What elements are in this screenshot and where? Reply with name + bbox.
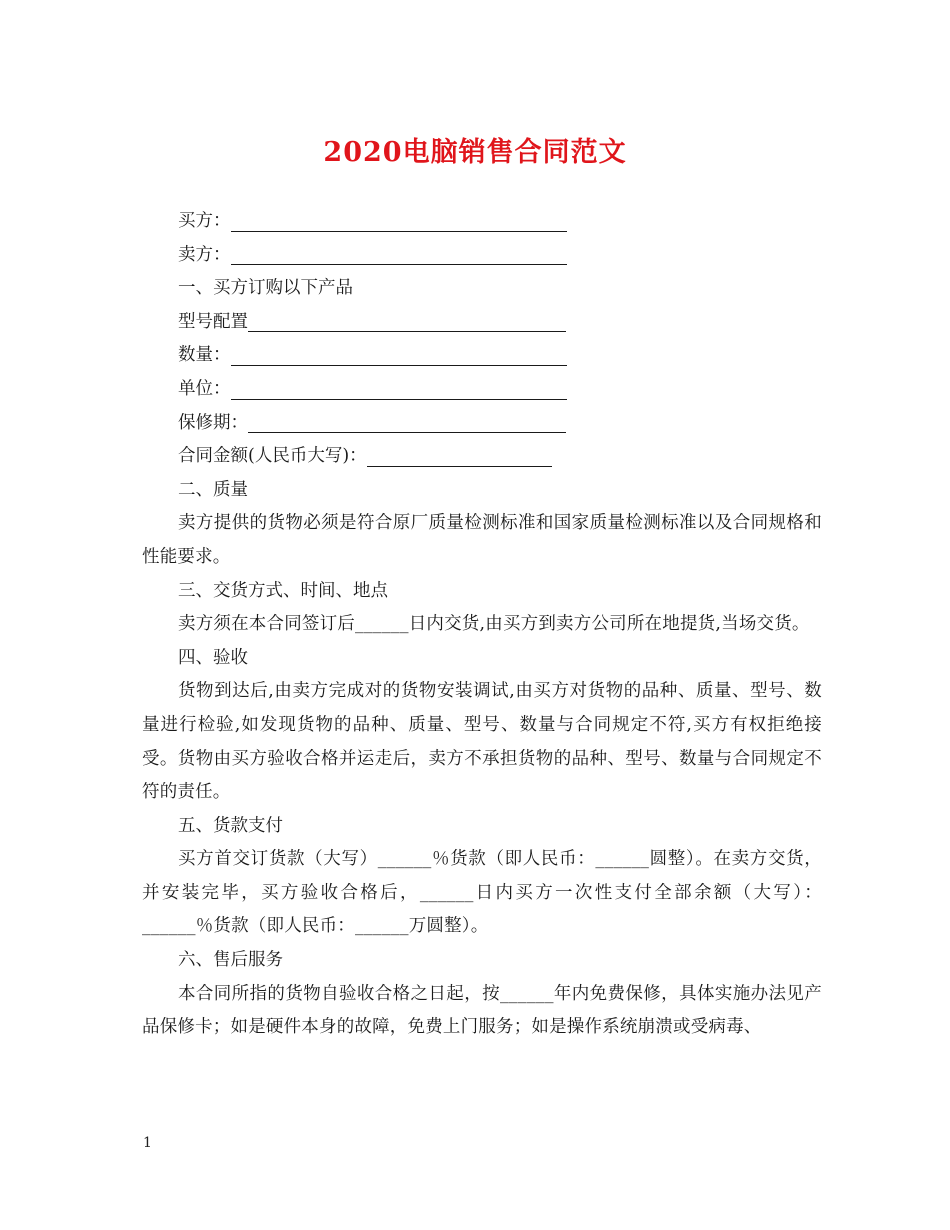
- section6-heading: 六、售后服务: [178, 950, 283, 971]
- section2-text: 卖方提供的货物必须是符合原厂质量检测标准和国家质量检测标准以及合同规格和性能要求。: [142, 513, 822, 567]
- contract-amount-label: 合同金额(人民币大写)：: [178, 446, 367, 467]
- contract-amount-field: [142, 440, 822, 474]
- buyer-field: [142, 205, 822, 239]
- quantity-field: [142, 339, 822, 373]
- buyer-blank: [231, 209, 567, 232]
- quantity-label: 数量：: [178, 345, 231, 366]
- seller-blank: [231, 242, 567, 265]
- warranty-field: [142, 407, 822, 441]
- model-config-blank: [248, 309, 566, 332]
- section2-heading: 二、质量: [178, 479, 248, 500]
- section5-heading: 五、货款支付: [178, 815, 283, 836]
- section4-text: 货物到达后,由卖方完成对的货物安装调试,由买方对货物的品种、质量、型号、数量进行检验,如发现货物的品种、质量、型号、数量与合同规定不符,买方有权拒绝接受。货物由买方验收合格并运走后，卖方不承担货物的品种、型号、数量与合同规定不符的责任。: [142, 681, 822, 803]
- model-config-label: 型号配置: [178, 311, 248, 332]
- document-body: [142, 205, 822, 1045]
- contract-amount-blank: [367, 444, 552, 467]
- seller-label: 卖方：: [178, 244, 231, 265]
- section1-heading: 一、买方订购以下产品: [178, 278, 353, 299]
- document-title: 2020电脑销售合同范文: [323, 137, 627, 168]
- warranty-blank: [248, 410, 566, 433]
- section4-heading: 四、验收: [178, 647, 248, 668]
- buyer-label: 买方：: [178, 211, 231, 231]
- unit-label: 单位：: [178, 378, 231, 399]
- warranty-label: 保修期：: [178, 412, 248, 433]
- unit-blank: [231, 377, 567, 400]
- model-config-field: [142, 306, 822, 340]
- page-number: 1: [143, 1135, 152, 1151]
- section6-text: 本合同所指的货物自验收合格之日起，按______年内免费保修，具体实施办法见产品保修卡；如是硬件本身的故障，免费上门服务；如是操作系统崩溃或受病毒、: [142, 983, 822, 1038]
- seller-field: [142, 239, 822, 273]
- section5-text: 买方首交订货款（大写）______％货款（即人民币：______圆整）。在卖方交货，并安装完毕，买方验收合格后，______日内买方一次性支付全部余额（大写）：______％货款（即人民币：______万圆整）。: [142, 849, 822, 937]
- unit-field: [142, 373, 822, 407]
- quantity-blank: [231, 343, 567, 366]
- section3-text: 卖方须在本合同签订后______日内交货,由买方到卖方公司所在地提货,当场交货。: [178, 614, 810, 635]
- section3-heading: 三、交货方式、时间、地点: [178, 580, 388, 601]
